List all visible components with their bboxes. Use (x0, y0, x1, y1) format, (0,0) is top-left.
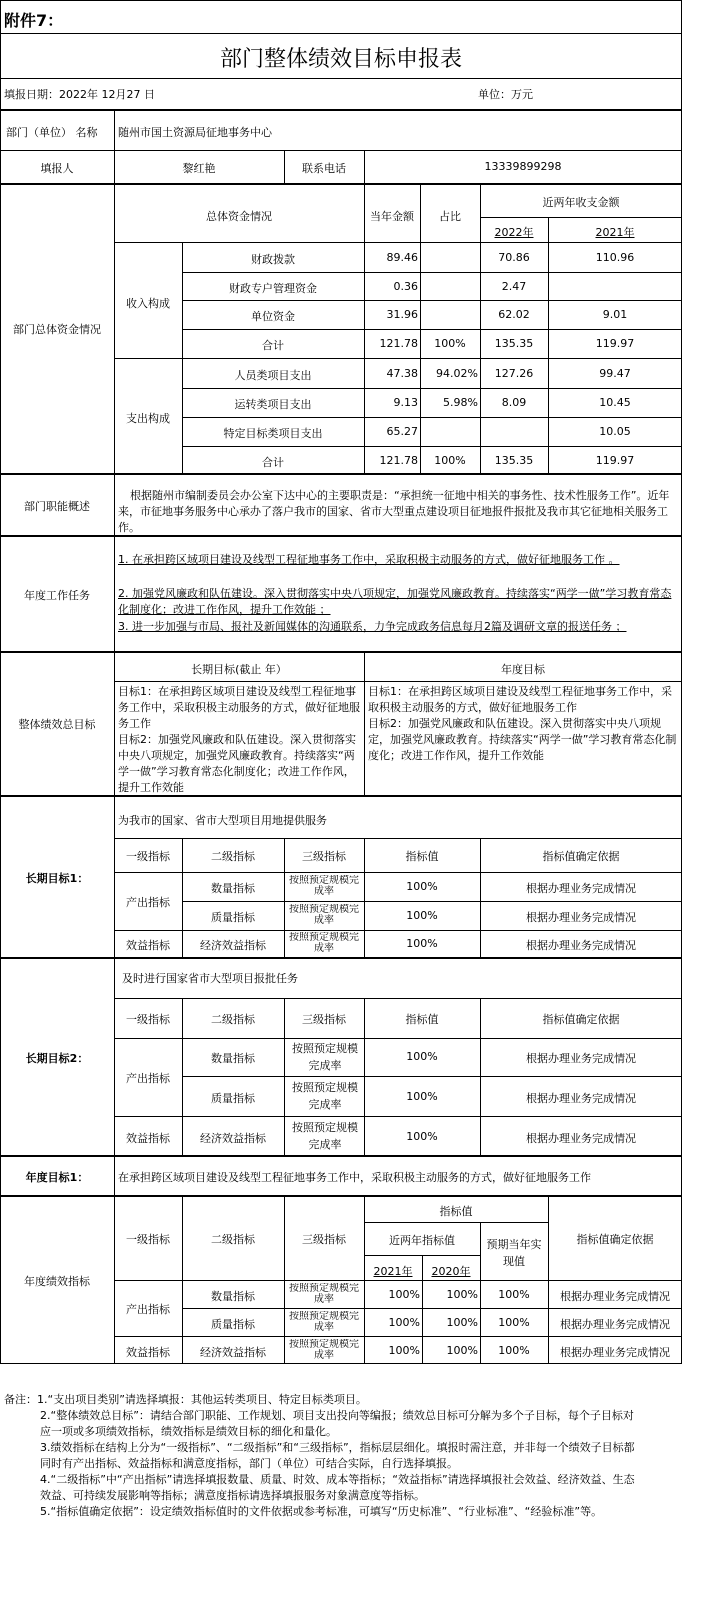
value-2020: 100% (446, 1316, 478, 1329)
basis: 根据办理业务完成情况 (526, 1132, 636, 1145)
header-year-2021: 2021年 (373, 1265, 413, 1278)
year-2021-header: 2021年 (595, 226, 635, 239)
long-goal-1-label: 长期目标1： (25, 872, 89, 885)
l2: 质量指标 (211, 1318, 255, 1331)
annual-goal-1-label: 年度目标1： (25, 1171, 89, 1184)
long-term-header: 长期目标(截止 年） (191, 663, 287, 676)
item-name: 财政拨款 (251, 253, 295, 266)
l2: 数量指标 (211, 882, 255, 895)
header-l2: 二级指标 (211, 850, 255, 863)
l3: 按照预定规模完成率 (289, 932, 359, 954)
note-2: 2.“整体绩效总目标”：请结合部门职能、工作规划、项目支出投向等编报；绩效总目标可分解为多个子目标，每个子目标对应一项或多项绩效指标，绩效指标是绩效目标的细化和量化。 (40, 1409, 634, 1438)
long-goal-1-desc: 为我市的国家、省市大型项目用地提供服务 (118, 814, 327, 827)
expense-label: 支出构成 (126, 412, 170, 425)
value: 100% (406, 880, 438, 893)
fill-date: 填报日期：2022年 12月27 日 (4, 88, 155, 101)
dept-name: 随州市国土资源局征地事务中心 (118, 126, 272, 139)
note-5: 5.“指标值确定依据”：设定绩效指标值时的文件依据或参考标准，可填写“历史标准”、“行业标准”、“经验标准”等。 (40, 1505, 603, 1518)
annual-task-1: 1. 在承担跨区域项目建设及线型工程征地事务工作中，采取积极主动服务的方式，做好征地服务工作 。 (118, 553, 620, 566)
basis: 根据办理业务完成情况 (526, 939, 636, 952)
l3: 按照预定规模完成率 (292, 1042, 358, 1072)
header-basis: 指标值确定依据 (542, 1013, 620, 1026)
l3: 按照预定规模完成率 (292, 1121, 358, 1151)
page-title: 部门整体绩效目标申报表 (219, 47, 462, 72)
year-2022-header: 2022年 (494, 226, 534, 239)
l3: 按照预定规模完成率 (289, 875, 359, 897)
note-3: 3.绩效指标在结构上分为“一级指标”、“二级指标”和“三级指标”，指标层层细化。填报时需注意，并非每一个绩效子目标都同时有产出指标、效益指标和满意度指标，部门（单位）可结合实际，自行选择填报。 (40, 1441, 635, 1470)
expected-value: 100% (498, 1316, 530, 1329)
header-l1: 一级指标 (126, 1013, 170, 1026)
header-l2: 二级指标 (211, 1013, 255, 1026)
function-label: 部门职能概述 (24, 500, 90, 513)
ratio: 100% (434, 337, 466, 350)
basis: 根据办理业务完成情况 (526, 882, 636, 895)
annual-task-2: 2. 加强党风廉政和队伍建设。深入贯彻落实中央八项规定，加强党风廉政教育。持续落实“两学一做”学习教育常态化制度化；改进工作作风，提升工作效能 ； (118, 587, 672, 616)
amount-2022: 135.35 (494, 337, 534, 350)
annual-tasks-label: 年度工作任务 (24, 589, 90, 602)
current-amount: 65.27 (386, 425, 418, 438)
funds-overall-header: 总体资金情况 (206, 210, 272, 223)
current-amount: 9.13 (393, 396, 418, 409)
recent-years-header: 近两年收支金额 (542, 196, 620, 209)
notes (4, 1392, 644, 1520)
item-name: 特定目标类项目支出 (223, 427, 323, 440)
amount-2021: 110.96 (595, 251, 635, 264)
current-amount: 121.78 (379, 337, 418, 350)
value-2021: 100% (388, 1316, 420, 1329)
amount-2021: 119.97 (595, 337, 635, 350)
l3: 按照预定规模完成率 (289, 1339, 359, 1361)
value: 100% (406, 937, 438, 950)
value-2021: 100% (388, 1288, 420, 1301)
current-amount: 121.78 (379, 454, 418, 467)
item-name: 运转类项目支出 (234, 398, 312, 411)
item-name: 财政专户管理资金 (229, 282, 317, 295)
l2: 经济效益指标 (200, 1346, 266, 1359)
current-amount: 89.46 (386, 251, 418, 264)
amount-2021: 9.01 (602, 308, 628, 321)
expected-value: 100% (498, 1288, 530, 1301)
basis: 根据办理业务完成情况 (526, 911, 636, 924)
l2: 经济效益指标 (200, 939, 266, 952)
dept-label: 部门（单位） 名称 (6, 126, 98, 139)
basis: 根据办理业务完成情况 (560, 1318, 670, 1331)
current-amount: 47.38 (386, 367, 418, 380)
annual-task-3: 3. 进一步加强与市局、报社及新闻媒体的沟通联系，力争完成政务信息每月2篇及调研文章的报送任务 ； (118, 620, 627, 633)
funds-section-label: 部门总体资金情况 (13, 323, 101, 336)
amount-2021: 10.45 (599, 396, 631, 409)
amount-2021: 99.47 (599, 367, 631, 380)
header-l1: 一级指标 (126, 850, 170, 863)
amount-2021: 10.05 (599, 425, 631, 438)
value: 100% (406, 909, 438, 922)
header-value: 指标值 (439, 1205, 473, 1218)
amount-2021: 119.97 (595, 454, 635, 467)
header-basis: 指标值确定依据 (576, 1233, 654, 1246)
header-l2: 二级指标 (211, 1233, 255, 1246)
amount-2022: 8.09 (501, 396, 527, 409)
filler-name: 黎红艳 (182, 162, 216, 175)
annual-goal-header: 年度目标 (501, 663, 545, 676)
amount-2022: 127.26 (494, 367, 534, 380)
amount-2022: 62.02 (498, 308, 530, 321)
ratio: 5.98% (443, 396, 478, 409)
overall-goal-label: 整体绩效总目标 (18, 718, 96, 731)
header-l3: 三级指标 (302, 1013, 346, 1026)
basis: 根据办理业务完成情况 (526, 1052, 636, 1065)
l2: 数量指标 (211, 1052, 255, 1065)
annual-perf-label: 年度绩效指标 (24, 1275, 90, 1288)
expected-value: 100% (498, 1344, 530, 1357)
header-recent-values: 近两年指标值 (389, 1234, 455, 1247)
l2: 质量指标 (211, 911, 255, 924)
l3: 按照预定规模完成率 (289, 904, 359, 926)
l2: 数量指标 (211, 1290, 255, 1303)
item-name: 合计 (262, 456, 284, 469)
l1: 效益指标 (126, 1346, 170, 1359)
basis: 根据办理业务完成情况 (560, 1346, 670, 1359)
filler-label: 填报人 (40, 162, 74, 175)
phone-label: 联系电话 (302, 162, 346, 175)
header-basis: 指标值确定依据 (542, 850, 620, 863)
current-amount: 0.36 (393, 280, 418, 293)
note-1: 备注：1.“支出项目类别”请选择填报：其他运转类项目、特定目标类项目。 (4, 1393, 367, 1406)
l1: 效益指标 (126, 1132, 170, 1145)
note-4: 4.“二级指标”中“产出指标”请选择填报数量、质量、时效、成本等指标；“效益指标”请选择填报社会效益、经济效益、生态效益、可持续发展影响等指标；满意度指标请选择填报服务对象满意度等指标。 (40, 1473, 635, 1502)
function-text: 根据随州市编制委员会办公室下达中心的主要职责是：“承担统一征地中相关的事务性、技术性服务工作”。近年来，市征地事务服务中心承办了落户我市的国家、省市大型重点建设项目征地报件报批及我市其它征地相关服务工作。 (118, 489, 670, 534)
value-2020: 100% (446, 1344, 478, 1357)
unit-label: 单位：万元 (478, 88, 533, 101)
value: 100% (406, 1130, 438, 1143)
amount-2022: 2.47 (501, 280, 527, 293)
phone-value: 13339899298 (484, 160, 562, 173)
header-value: 指标值 (405, 1013, 439, 1026)
current-amount-header: 当年金额 (370, 210, 414, 223)
long-goal-2-desc: 及时进行国家省市大型项目报批任务 (122, 972, 298, 985)
value-2020: 100% (446, 1288, 478, 1301)
header-l3: 三级指标 (302, 850, 346, 863)
l1: 效益指标 (126, 939, 170, 952)
header-year-2020: 2020年 (431, 1265, 471, 1278)
basis: 根据办理业务完成情况 (560, 1290, 670, 1303)
header-value: 指标值 (405, 850, 439, 863)
annual-goal-text: 目标1：在承担跨区域项目建设及线型工程征地事务工作中，采取积极主动服务的方式，做好征地服务工作 目标2：加强党风廉政和队伍建设。深入贯彻落实中央八项规定，加强党风廉政教育。持续落实“两学一做”学习教育常态化制度化；改进工作作风，提升工作效能 (368, 685, 677, 762)
header-expected: 预期当年实现值 (486, 1238, 542, 1268)
annual-goal-1-desc: 在承担跨区域项目建设及线型工程征地事务工作中，采取积极主动服务的方式，做好征地服务工作 (118, 1171, 591, 1184)
l3: 按照预定规模完成率 (289, 1283, 359, 1305)
item-name: 合计 (262, 339, 284, 352)
l2: 经济效益指标 (200, 1132, 266, 1145)
value: 100% (406, 1050, 438, 1063)
l3: 按照预定规模完成率 (292, 1081, 358, 1111)
basis: 根据办理业务完成情况 (526, 1092, 636, 1105)
header-l1: 一级指标 (126, 1233, 170, 1246)
long-goal-2-label: 长期目标2： (25, 1052, 89, 1065)
value-2021: 100% (388, 1344, 420, 1357)
ratio: 94.02% (436, 367, 478, 380)
long-term-goal-text: 目标1：在承担跨区域项目建设及线型工程征地事务工作中，采取积极主动服务的方式，做好征地服务工作 目标2：加强党风廉政和队伍建设。深入贯彻落实中央八项规定，加强党风廉政教育。持续落实“两学一做”学习教育常态化制度化；改进工作作风，提升工作效能 (118, 685, 360, 794)
l1-output: 产出指标 (126, 1303, 170, 1316)
l1-output: 产出指标 (126, 896, 170, 909)
amount-2022: 70.86 (498, 251, 530, 264)
item-name: 单位资金 (251, 310, 295, 323)
l1-output: 产出指标 (126, 1072, 170, 1085)
l3: 按照预定规模完成率 (289, 1311, 359, 1333)
value: 100% (406, 1090, 438, 1103)
ratio: 100% (434, 454, 466, 467)
current-amount: 31.96 (386, 308, 418, 321)
attachment-label: 附件7： (4, 11, 64, 30)
amount-2022: 135.35 (494, 454, 534, 467)
l2: 质量指标 (211, 1092, 255, 1105)
ratio-header: 占比 (439, 210, 461, 223)
header-l3: 三级指标 (302, 1233, 346, 1246)
income-label: 收入构成 (126, 297, 170, 310)
item-name: 人员类项目支出 (234, 369, 312, 382)
